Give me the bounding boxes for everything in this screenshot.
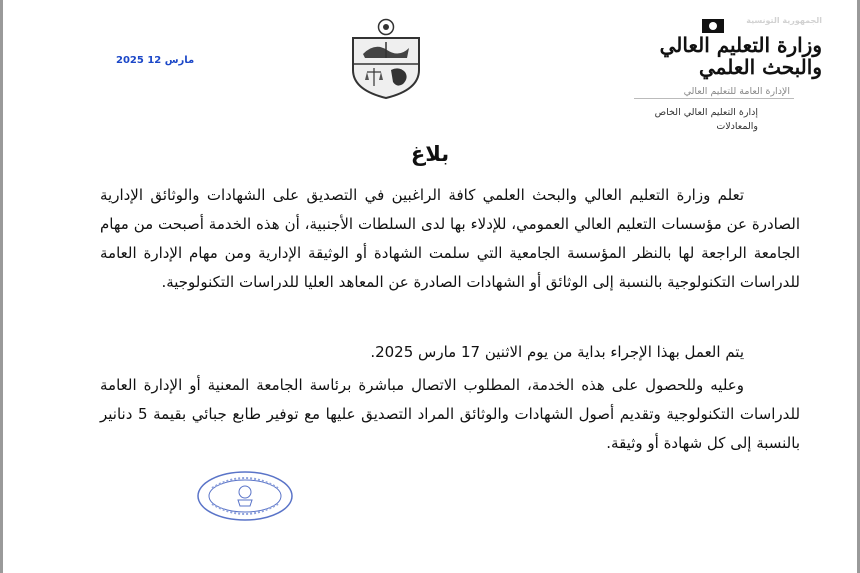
body-paragraph-1-text: تعلم وزارة التعليم العالي والبحث العلمي كافة الراغبين في التصديق على الشهادات والوثائق الإدارية الصادرة عن مؤسسات التعليم العالي العمومي، للإدلاء بها لدى السلطات الأجنبية، أن هذه الخدمة أصبحت من مهام الجامعة الراجعة لها بالنظر المؤسسة الجامعية التي سلمت الشهادة أو الوثيقة الإدارية ومن مهام الإدارة العامة للدراسات التكنولوجية بالنسبة إلى الوثائق أو الشهادات الصادرة عن المعاهد العليا للدراسات التكنولوجية. [100,186,800,291]
body-paragraph-3-text: وعليه وللحصول على هذه الخدمة، المطلوب الاتصال مباشرة برئاسة الجامعة المعنية أو الإدارة العامة للدراسات التكنولوجية وتقديم أصول الشهادات والوثائق المراد التصديق عليها مع توفير طابع جبائي بقيمة 5 دنانير بالنسبة إلى كل شهادة أو وثيقة. [100,376,801,452]
notice-title: بلاغ [410,142,450,166]
official-stamp-icon [196,470,294,522]
sub-directorate [655,106,758,134]
body-paragraph-2: يتم العمل بهذا الإجراء بداية من يوم الاثنين 17 مارس 2025. [370,343,744,361]
sub-directorate-line1: إدارة التعليم العالي الخاص [654,107,758,118]
ministry-name-line2: والبحث العلمي [698,55,822,79]
republic-label: الجمهورية التونسية [746,16,822,25]
header-divider [634,98,794,99]
body-paragraph-3 [100,371,800,458]
sub-directorate-line2: والمعادلات [716,121,758,132]
ministry-name-line1: وزارة التعليم العالي [659,33,822,57]
general-directorate: الإدارة العامة للتعليم العالي [683,86,790,97]
body-paragraph-1 [100,181,800,297]
tunisia-flag-icon [702,19,724,33]
ministry-name [660,34,822,78]
issue-date: 2025 12 مارس [116,55,195,66]
coat-of-arms-icon [347,18,425,100]
